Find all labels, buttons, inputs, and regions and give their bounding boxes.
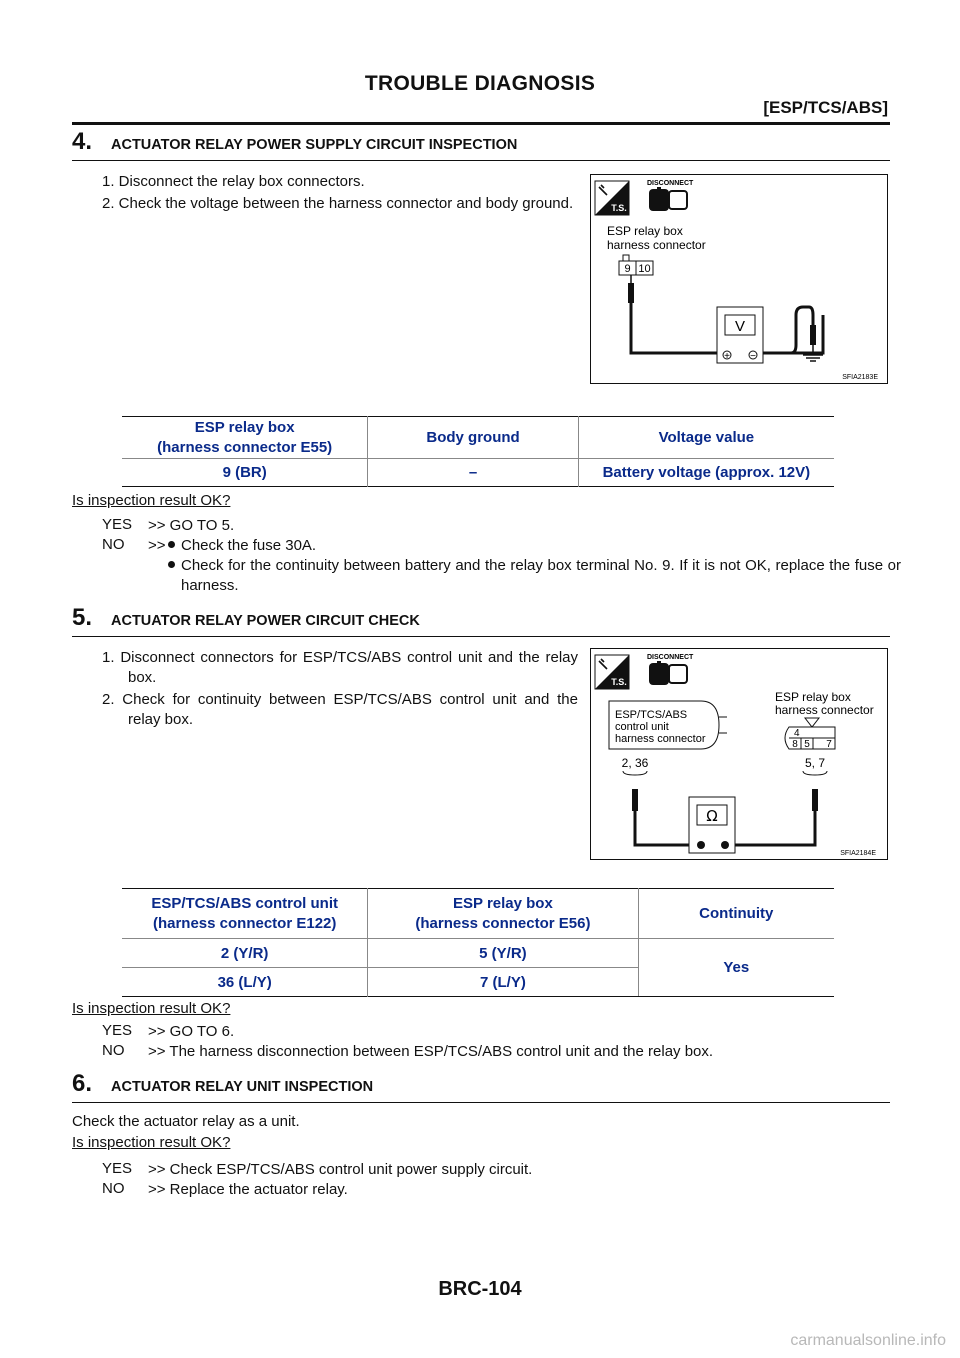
voltage-check-figure (590, 174, 888, 384)
instruction-1: 1. Disconnect connectors for ESP/TCS/ABS control unit and the relay box. (102, 649, 578, 686)
svg-text:Ω: Ω (706, 807, 718, 825)
ecu-pins-label: 2, 36 (621, 756, 649, 770)
svg-text:T.S.: T.S. (611, 677, 627, 687)
table-row: 36 (L/Y) 7 (L/Y) (122, 968, 834, 997)
page-number: BRC-104 (438, 1278, 522, 1300)
voltage-spec-table (122, 416, 834, 487)
svg-text:ESP/TCS/ABS: ESP/TCS/ABS (615, 709, 688, 721)
disconnect-tag: DISCONNECT (647, 180, 694, 187)
relay-label-line2: harness connector (775, 703, 874, 717)
result-question: Is inspection result OK? (72, 492, 231, 509)
answer-yes: >> GO TO 6. (148, 1023, 235, 1040)
svg-text:−: − (750, 351, 756, 362)
relay-label-line1: ESP relay box (775, 690, 851, 704)
page-title: TROUBLE DIAGNOSIS (364, 72, 596, 95)
step-title: ACTUATOR RELAY UNIT INSPECTION (111, 1079, 374, 1095)
answer-yes-key: YES (102, 1160, 133, 1177)
continuity-result: Yes (638, 939, 834, 997)
header-rule (72, 122, 890, 125)
col-header-ecu: ESP/TCS/ABS control unit (harness connector E122) (122, 889, 368, 939)
continuity-check-figure (590, 648, 888, 860)
answer-yes-key: YES (102, 1022, 133, 1039)
continuity-diagram (591, 649, 887, 859)
continuity-spec-table (122, 888, 834, 997)
pin-8: 8 (792, 739, 798, 750)
voltmeter-icon (717, 307, 763, 363)
result-question: Is inspection result OK? (72, 1000, 231, 1017)
svg-text:V: V (734, 318, 746, 335)
answer-yes-key: YES (102, 516, 133, 533)
answer-yes: >> Check ESP/TCS/ABS control unit power supply circuit. (148, 1161, 533, 1178)
pin-5: 5 (804, 739, 810, 750)
pin-7: 7 (826, 739, 832, 750)
step-6-heading (72, 1070, 890, 1103)
bullet-icon (168, 561, 175, 568)
pin-4: 4 (794, 728, 800, 739)
ts-badge-icon (595, 655, 629, 689)
step-number: 4. (72, 128, 93, 155)
svg-text:T.S.: T.S. (611, 203, 627, 213)
col-header-continuity: Continuity (699, 905, 774, 922)
answer-yes: >> GO TO 5. (148, 517, 235, 534)
answer-no: >> The harness disconnection between ESP/TCS/ABS control unit and the relay box. (148, 1043, 714, 1060)
answer-no-key: NO (102, 1042, 125, 1059)
ecu-connector (609, 701, 727, 749)
col-header-voltage: Voltage value (658, 429, 755, 446)
table-row: 9 (BR) – Battery voltage (approx. 12V) (122, 459, 834, 487)
ts-badge-icon (595, 181, 629, 215)
instruction-1: 1. Disconnect the relay box connectors. (102, 173, 365, 190)
watermark: carmanualsonline.info (790, 1332, 946, 1349)
svg-text:+: + (724, 351, 730, 362)
step-title: ACTUATOR RELAY POWER CIRCUIT CHECK (111, 613, 420, 629)
section-subtitle: [ESP/TCS/ABS] (763, 98, 888, 117)
step-4-heading (72, 128, 890, 161)
table-row: 2 (Y/R) 5 (Y/R) Yes (122, 939, 834, 968)
figure-code: SFIA2183E (842, 374, 878, 381)
answer-no: >> Replace the actuator relay. (148, 1181, 348, 1198)
bullet-icon (168, 541, 175, 548)
col-header-relay: ESP relay box (harness connector E56) (368, 889, 638, 939)
svg-text:control unit: control unit (615, 721, 669, 733)
relay-connector (785, 718, 835, 750)
instruction-2: 2. Check for continuity between ESP/TCS/ABS control unit and the relay box. (102, 691, 578, 728)
relay-pins-label: 5, 7 (804, 756, 826, 770)
connector-icon (649, 187, 687, 211)
step-number: 5. (72, 604, 93, 631)
probe-negative (810, 325, 816, 345)
probe-right (812, 789, 818, 811)
step-5-heading (72, 604, 890, 637)
relay-connector (619, 255, 653, 275)
step-number: 6. (72, 1070, 93, 1097)
relay-label-line2: harness connector (607, 238, 706, 252)
answer-no-prefix: >> (148, 537, 166, 554)
connector-icon (649, 661, 687, 685)
probe-positive (628, 283, 634, 303)
disconnect-tag: DISCONNECT (647, 654, 694, 661)
svg-text:harness connector: harness connector (615, 733, 706, 745)
answer-no-bullet-2: Check for the continuity between battery and the relay box terminal No. 9. If it is not OK, replace the fuse or harness. (168, 556, 901, 596)
pin-10: 10 (638, 263, 651, 275)
ohmmeter-icon (689, 797, 735, 853)
col-header-relay: ESP relay box (harness connector E55) (122, 417, 368, 459)
answer-no-bullet-1: Check the fuse 30A. (168, 536, 316, 556)
answer-no-key: NO (102, 1180, 125, 1197)
pin-9: 9 (624, 263, 631, 275)
step-6-text: Check the actuator relay as a unit. (72, 1113, 300, 1130)
figure-code: SFIA2184E (840, 850, 876, 857)
step-title: ACTUATOR RELAY POWER SUPPLY CIRCUIT INSPECTION (111, 137, 518, 153)
ground-icon (803, 355, 823, 361)
voltage-diagram (591, 175, 887, 383)
relay-label-line1: ESP relay box (607, 224, 683, 238)
answer-no-key: NO (102, 536, 125, 553)
result-question: Is inspection result OK? (72, 1134, 231, 1151)
instruction-2: 2. Check the voltage between the harness connector and body ground. (102, 195, 574, 212)
col-header-ground: Body ground (368, 417, 578, 459)
probe-left (632, 789, 638, 811)
